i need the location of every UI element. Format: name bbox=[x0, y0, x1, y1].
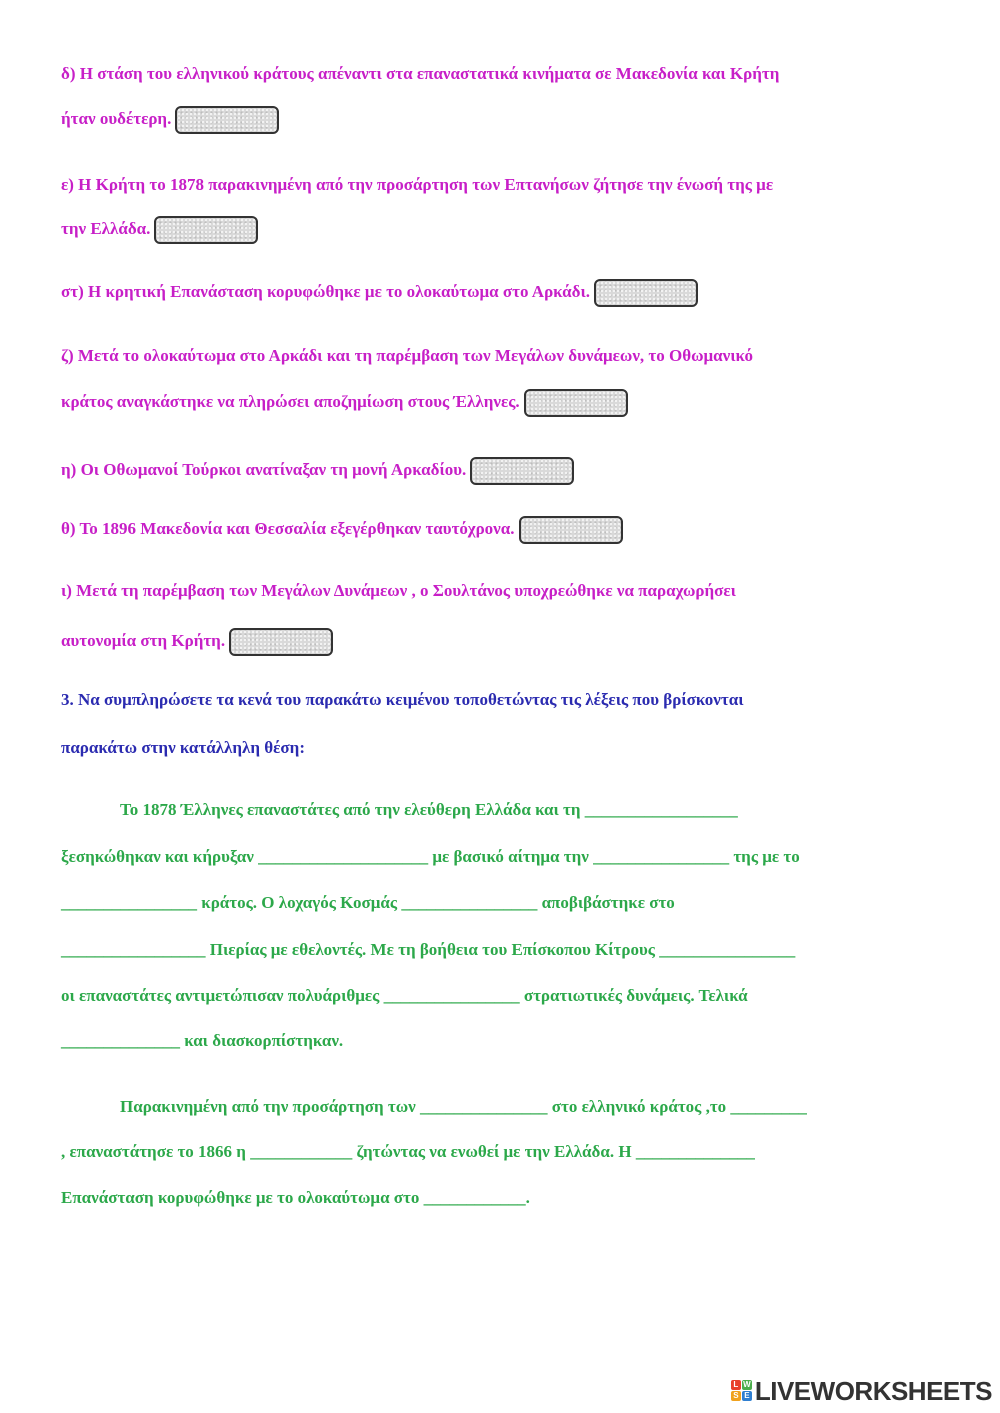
question-i-line1: ι) Μετά τη παρέμβαση των Μεγάλων Δυνάμεων , ο Σουλτάνος υποχρεώθηκε να παραχωρήσει bbox=[61, 581, 736, 600]
question-th-line1 bbox=[61, 516, 623, 544]
paragraph2-line1: Παρακινημένη από την προσάρτηση των _______________ στο ελληνικό κράτος ,το _________ bbox=[120, 1097, 807, 1116]
answer-box-z[interactable] bbox=[524, 389, 628, 417]
question-i-line2 bbox=[61, 628, 333, 656]
paragraph1-line4: _________________ Πιερίας με εθελοντές. Με τη βοήθεια του Επίσκοπου Κίτρους ________________ bbox=[61, 940, 796, 959]
section3-heading-line2: παρακάτω στην κατάλληλη θέση: bbox=[61, 738, 305, 757]
question-i-text: αυτονομία στη Κρήτη. bbox=[61, 630, 226, 650]
paragraph1-line3: ________________ κράτος. Ο λοχαγός Κοσμάς ________________ αποβιβάστηκε στο bbox=[61, 893, 675, 912]
question-d-text: ήταν ουδέτερη. bbox=[61, 108, 172, 128]
logo-letter-s: S bbox=[731, 1391, 741, 1401]
paragraph2-line2: , επαναστάτησε το 1866 η ____________ ζητώντας να ενωθεί με την Ελλάδα. Η ______________ bbox=[61, 1142, 755, 1161]
paragraph2-line3: Επανάσταση κορυφώθηκε με το ολοκαύτωμα στο ____________. bbox=[61, 1188, 530, 1207]
question-th-text: θ) Το 1896 Μακεδονία και Θεσσαλία εξεγέρθηκαν ταυτόχρονα. bbox=[61, 518, 515, 538]
paragraph1-line5: οι επαναστάτες αντιμετώπισαν πολυάριθμες ________________ στρατιωτικές δυνάμεις. Τελικά bbox=[61, 986, 748, 1005]
question-e-line1: ε) Η Κρήτη το 1878 παρακινημένη από την προσάρτηση των Επτανήσων ζήτησε την ένωσή της με bbox=[61, 175, 774, 194]
answer-box-d[interactable] bbox=[175, 106, 279, 134]
liveworksheets-logo bbox=[731, 1378, 992, 1404]
answer-box-h[interactable] bbox=[470, 457, 574, 485]
logo-letter-w: W bbox=[743, 1380, 751, 1389]
question-z-line1: ζ) Μετά το ολοκαύτωμα στο Αρκάδι και τη παρέμβαση των Μεγάλων δυνάμεων, το Οθωμανικό bbox=[61, 346, 753, 365]
liveworksheets-logo-icon bbox=[731, 1380, 753, 1402]
question-e-line2 bbox=[61, 216, 258, 244]
question-e-text: την Ελλάδα. bbox=[61, 218, 151, 238]
answer-box-i[interactable] bbox=[229, 628, 333, 656]
question-st-text: στ) Η κρητική Επανάσταση κορυφώθηκε με το ολοκαύτωμα στο Αρκάδι. bbox=[61, 281, 590, 301]
logo-letter-l: L bbox=[731, 1380, 741, 1390]
question-d-line2 bbox=[61, 106, 279, 134]
liveworksheets-logo-text: LIVEWORKSHEETS bbox=[754, 1376, 992, 1406]
paragraph1-line1: Το 1878 Έλληνες επαναστάτες από την ελεύθερη Ελλάδα και τη __________________ bbox=[120, 800, 738, 819]
question-st-line1 bbox=[61, 279, 698, 307]
question-h-line1 bbox=[61, 457, 574, 485]
answer-box-st[interactable] bbox=[594, 279, 698, 307]
answer-box-th[interactable] bbox=[519, 516, 623, 544]
answer-box-e[interactable] bbox=[154, 216, 258, 244]
section3-heading-line1: 3. Να συμπληρώσετε τα κενά του παρακάτω κειμένου τοποθετώντας τις λέξεις που βρίσκονται bbox=[61, 690, 744, 709]
question-z-text: κράτος αναγκάστηκε να πληρώσει αποζημίωση στους Έλληνες. bbox=[61, 391, 520, 411]
paragraph1-line6: ______________ και διασκορπίστηκαν. bbox=[61, 1031, 344, 1050]
question-z-line2 bbox=[61, 389, 628, 417]
paragraph1-line2: ξεσηκώθηκαν και κήρυξαν ____________________ με βασικό αίτημα την ________________ της με το bbox=[61, 847, 800, 866]
logo-letter-e: E bbox=[742, 1391, 752, 1401]
question-h-text: η) Οι Οθωμανοί Τούρκοι ανατίναξαν τη μονή Αρκαδίου. bbox=[61, 459, 467, 479]
question-d-line1: δ) Η στάση του ελληνικού κράτους απέναντι στα επαναστατικά κινήματα σε Μακεδονία και Κρήτη bbox=[61, 64, 780, 83]
